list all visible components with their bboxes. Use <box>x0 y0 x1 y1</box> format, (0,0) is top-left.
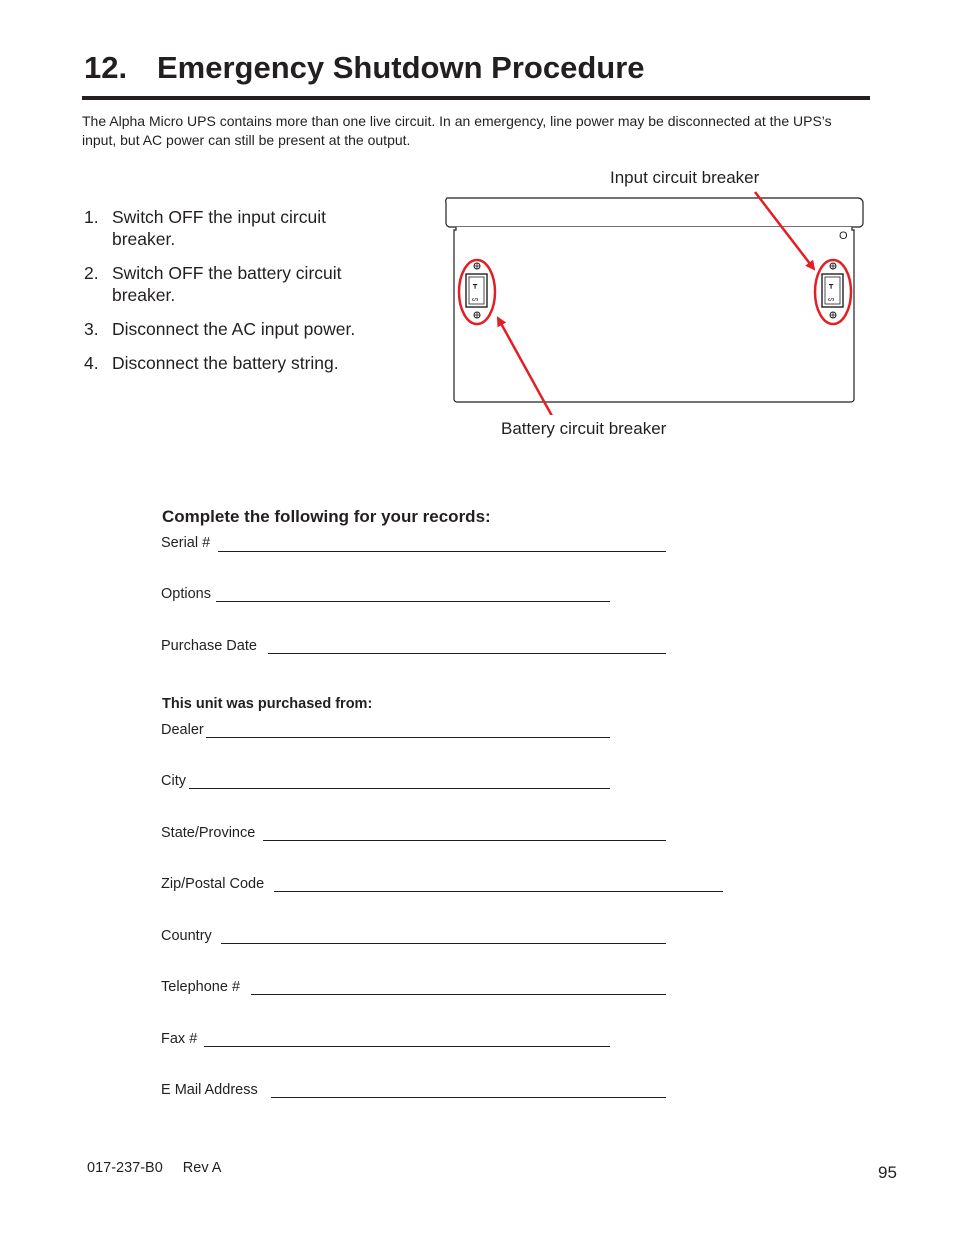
zip-postal-code-field[interactable] <box>274 891 723 892</box>
input-breaker-callout: Input circuit breaker <box>610 168 760 187</box>
switch-off-icon: ᔕ <box>828 295 835 303</box>
step-3 <box>84 318 384 340</box>
step-number: 3. <box>84 319 99 339</box>
page-number: 95 <box>878 1163 897 1182</box>
ups-front-panel <box>454 227 854 402</box>
state-province-label: State/Province <box>161 825 256 841</box>
options-field[interactable] <box>216 601 610 602</box>
footer-doc-info <box>87 1160 221 1176</box>
step-number: 4. <box>84 353 99 373</box>
state-province-field[interactable] <box>263 840 666 841</box>
zip-postal-code-label: Zip/Postal Code <box>161 876 265 892</box>
serial-field[interactable] <box>218 551 666 552</box>
page-title <box>84 50 645 86</box>
country-field[interactable] <box>221 943 666 944</box>
fax-field[interactable] <box>204 1046 610 1047</box>
email-address-label: E Mail Address <box>161 1082 258 1098</box>
email-address-field[interactable] <box>271 1097 666 1098</box>
step-number: 1. <box>84 207 99 227</box>
ups-top-cover <box>446 198 863 227</box>
intro-paragraph: The Alpha Micro UPS contains more than one live circuit. In an emergency, line power may be disconnected at the UPS’s input, but AC power can still be present at the output. <box>82 113 832 148</box>
fax-label: Fax # <box>161 1031 198 1047</box>
switch-on-icon: ┳ <box>829 281 834 289</box>
telephone-label: Telephone # <box>161 979 241 995</box>
switch-off-icon: ᔕ <box>472 295 479 303</box>
city-field[interactable] <box>189 788 610 789</box>
revision: Rev A <box>182 1160 222 1176</box>
section-number: 12. <box>84 50 128 85</box>
step-4 <box>84 352 384 374</box>
purchase-date-field[interactable] <box>268 653 666 654</box>
step-text: Switch OFF the battery circuit breaker. <box>112 263 342 305</box>
step-text: Disconnect the battery string. <box>112 353 339 373</box>
step-text: Disconnect the AC input power. <box>112 319 356 339</box>
step-1 <box>84 206 384 250</box>
purchase-date-label: Purchase Date <box>161 638 257 654</box>
shutdown-steps <box>84 206 384 386</box>
section-title: Emergency Shutdown Procedure <box>157 50 645 85</box>
dealer-label: Dealer <box>161 722 204 738</box>
step-text: Switch OFF the input circuit breaker. <box>112 207 326 249</box>
switch-on-icon: ┳ <box>473 281 478 289</box>
options-label: Options <box>161 586 211 602</box>
step-2 <box>84 262 384 306</box>
dealer-field[interactable] <box>206 737 610 738</box>
city-label: City <box>161 773 186 789</box>
title-rule <box>82 96 870 100</box>
step-number: 2. <box>84 263 99 283</box>
ups-panel-diagram <box>440 190 870 415</box>
doc-number: 017-237-B0 <box>87 1160 163 1176</box>
telephone-field[interactable] <box>251 994 666 995</box>
battery-breaker-callout: Battery circuit breaker <box>501 419 667 438</box>
purchased-from-heading: This unit was purchased from: <box>162 696 373 712</box>
panel-mark: O <box>839 230 848 242</box>
serial-label: Serial # <box>161 535 211 551</box>
country-label: Country <box>161 928 212 944</box>
form-heading: Complete the following for your records: <box>162 507 491 526</box>
